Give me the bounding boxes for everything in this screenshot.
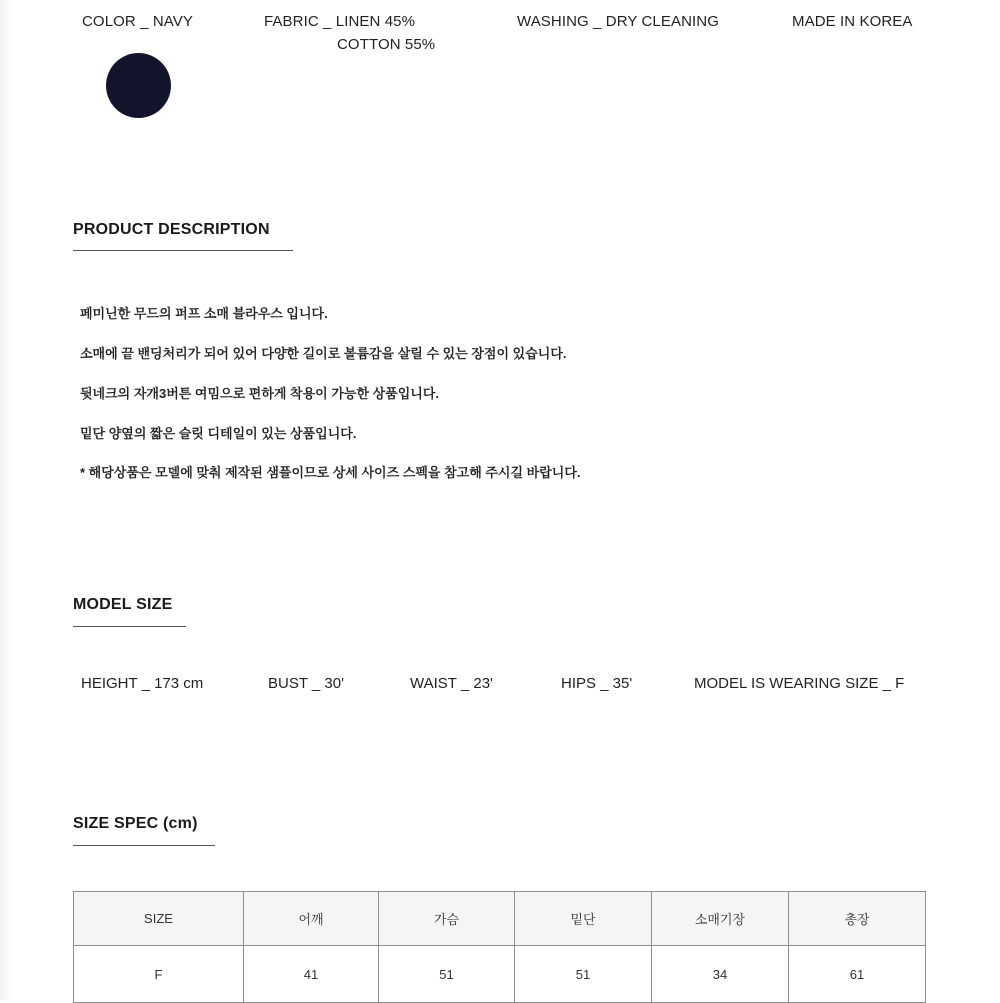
header-size: SIZE bbox=[74, 892, 244, 946]
model-size-underline bbox=[73, 626, 186, 627]
size-spec-header-row bbox=[74, 892, 926, 946]
model-height: HEIGHT _ 173 cm bbox=[81, 675, 204, 692]
fabric-info-line2: COTTON 55% bbox=[337, 36, 436, 53]
description-line: 뒷네크의 자개3버튼 여밈으로 편하게 착용이 가능한 상품입니다. bbox=[80, 386, 440, 401]
product-description-title: PRODUCT DESCRIPTION bbox=[73, 221, 270, 238]
header-total-length: 총장 bbox=[789, 892, 926, 946]
header-shoulder: 어깨 bbox=[244, 892, 379, 946]
origin-info: MADE IN KOREA bbox=[792, 13, 913, 30]
model-wearing-size: MODEL IS WEARING SIZE _ F bbox=[694, 675, 905, 692]
model-bust: BUST _ 30' bbox=[268, 675, 344, 692]
washing-info: WASHING _ DRY CLEANING bbox=[517, 13, 719, 30]
cell-size: F bbox=[74, 946, 244, 1003]
page-edge-shade bbox=[0, 0, 14, 1000]
description-line: 페미닌한 무드의 퍼프 소매 블라우스 입니다. bbox=[80, 306, 328, 321]
cell-chest: 51 bbox=[379, 946, 515, 1003]
product-description-underline bbox=[73, 250, 293, 251]
description-note: * 해당상품은 모델에 맞춰 제작된 샘플이므로 상세 사이즈 스펙을 참고해 주시길 바랍니다. bbox=[80, 465, 581, 480]
color-info: COLOR _ NAVY bbox=[82, 13, 193, 30]
header-hem: 밑단 bbox=[515, 892, 652, 946]
fabric-info-line1: FABRIC _ LINEN 45% bbox=[264, 13, 416, 30]
header-sleeve-length: 소매기장 bbox=[652, 892, 789, 946]
description-line: 밑단 양옆의 짧은 슬릿 디테일이 있는 상품입니다. bbox=[80, 426, 357, 441]
size-spec-title: SIZE SPEC (cm) bbox=[73, 815, 198, 832]
model-size-title: MODEL SIZE bbox=[73, 596, 173, 613]
table-row bbox=[74, 946, 926, 1003]
model-hips: HIPS _ 35' bbox=[561, 675, 633, 692]
cell-total-length: 61 bbox=[789, 946, 926, 1003]
color-swatch bbox=[106, 53, 171, 118]
description-line: 소매에 끝 밴딩처리가 되어 있어 다양한 길이로 볼륨감을 살릴 수 있는 장점이 있습니다. bbox=[80, 346, 567, 361]
size-spec-table bbox=[73, 891, 926, 1003]
cell-hem: 51 bbox=[515, 946, 652, 1003]
cell-sleeve-length: 34 bbox=[652, 946, 789, 1003]
header-chest: 가슴 bbox=[379, 892, 515, 946]
size-spec-underline bbox=[73, 845, 215, 846]
cell-shoulder: 41 bbox=[244, 946, 379, 1003]
model-waist: WAIST _ 23' bbox=[410, 675, 493, 692]
